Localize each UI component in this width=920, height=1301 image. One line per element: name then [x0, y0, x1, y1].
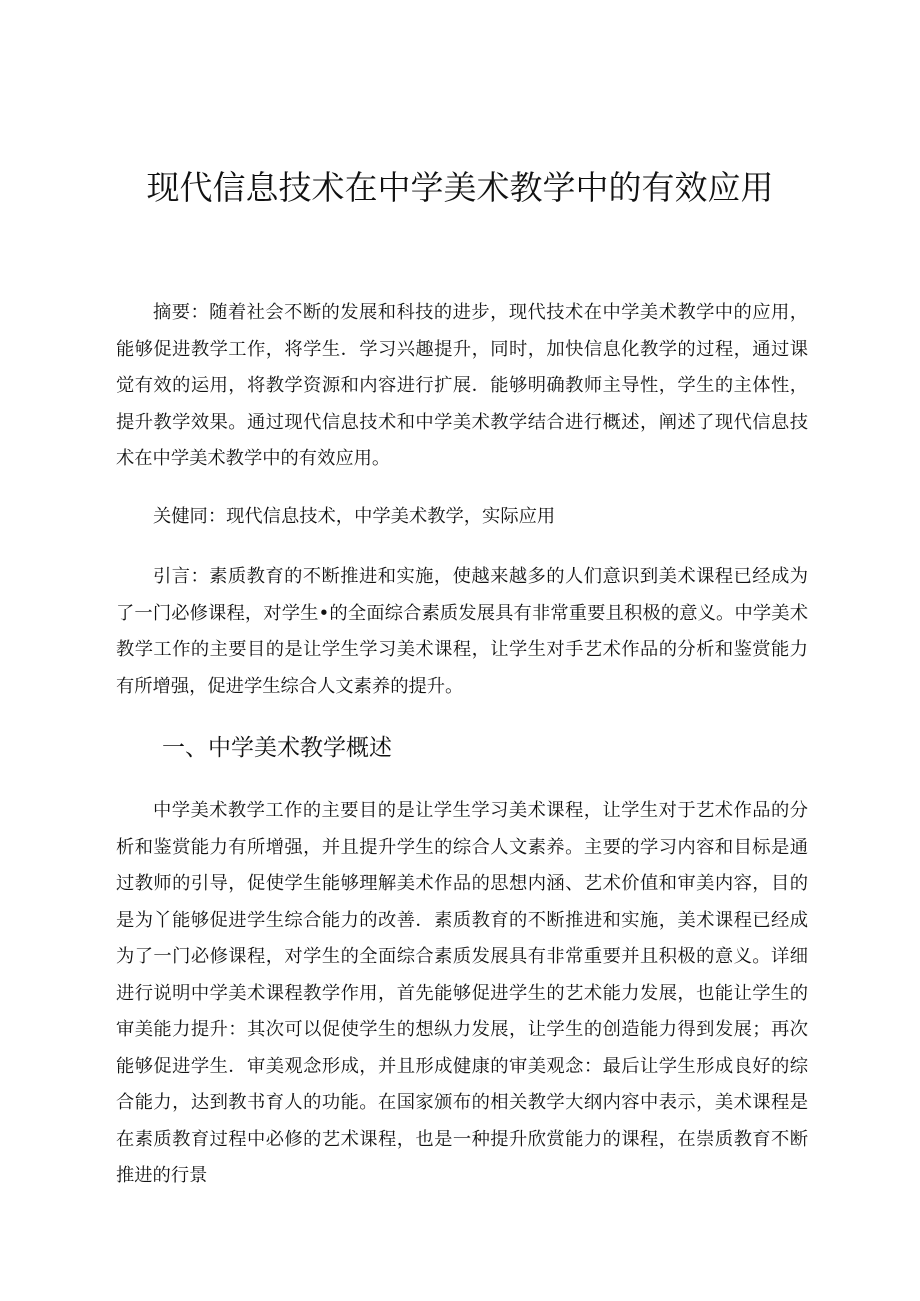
section-heading: 一、中学美术教学概述	[162, 735, 392, 761]
abstract-paragraph: 摘要：随着社会不断的发展和科技的进步，现代技术在中学美术教学中的应用，能够促进教学工作，将学生．学习兴趣提升，同时，加快信息化教学的过程，通过课觉有效的运用，将教学资源和内容进行扩展．能够明确教师主导性，学生的主体性，提升教学效果。通过现代信息技术和中学美术教学结合进行概述，阐述了现代信息技术在中学美术教学中的有效应用。	[116, 302, 808, 469]
keywords-line: 关健同：现代信息技术，中学美术教学，实际应用	[153, 506, 556, 527]
document-title: 现代信息技术在中学美术教学中的有效应用	[146, 168, 774, 207]
section-body-paragraph: 中学美术教学工作的主要目的是让学生学习美术课程，让学生对于艺术作品的分析和鉴赏能力有所增强，并且提升学生的综合人文素养。主要的学习内容和目标是通过教师的引导，促使学生能够理解美术作品的思想内涵、艺术价值和审美内容，目的是为丫能够促进学生综合能力的改善．素质教育的不断推进和实施，美术课程已经成为了一门必修课程，对学生的全面综合素质发展具有非常重要并且积极的意义。详细进行说明中学美术课程教学作用，首先能够促进学生的艺术能力发展，也能让学生的审美能力提升：其次可以促使学生的想纵力发展，让学生的创造能力得到发展；再次能够促进学生．审美观念形成，并且形成健康的审美观念：最后让学生形成良好的综合能力，达到教书育人的功能。在国家颁布的相关教学大纲内容中表示，美术课程是在素质教育过程中必修的艺术课程，也是一种提升欣赏能力的课程，在崇质教育不断推进的行景	[116, 800, 808, 1186]
introduction-paragraph: 引言：素质教育的不断推进和实施，使越来越多的人们意识到美术课程已经成为了一门必修课程，对学生•的全面综合素质发展具有非常重要且积极的意义。中学美术教学工作的主要目的是让学生学习美术课程，让学生对手艺术作品的分析和鉴赏能力有所增强，促进学生综合人文素养的提升。	[116, 566, 808, 697]
